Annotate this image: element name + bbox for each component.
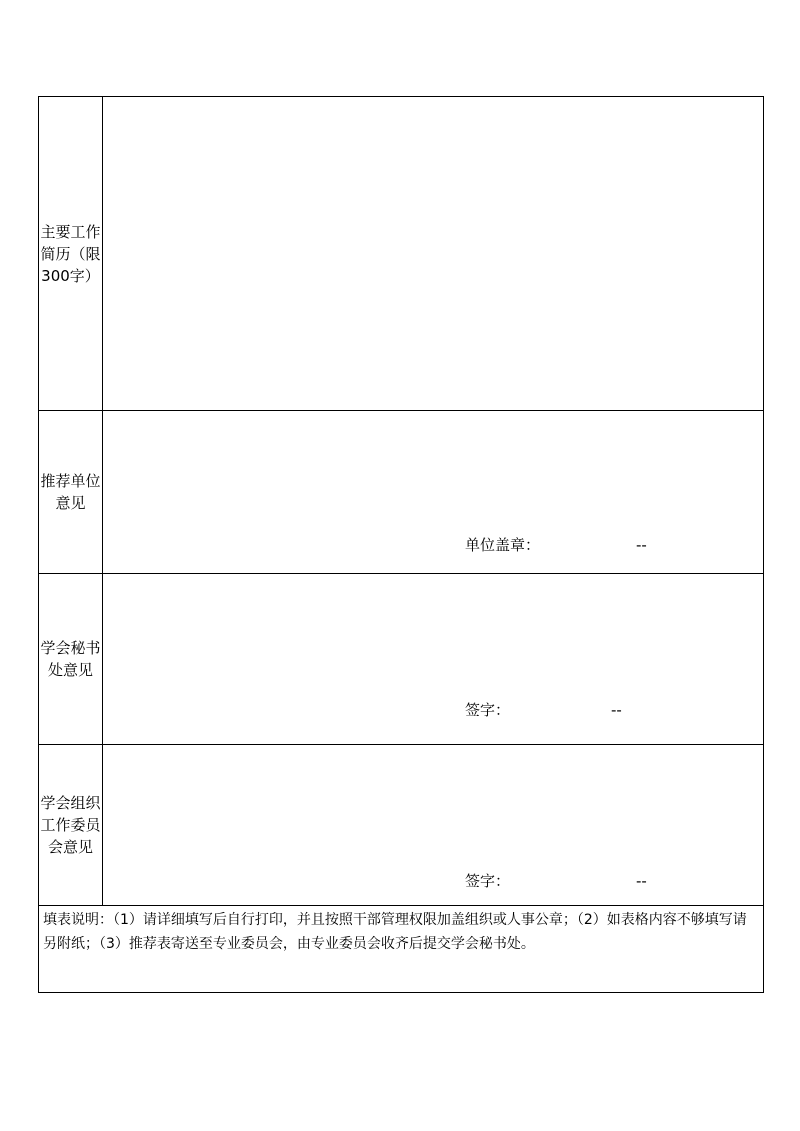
notes-cell	[39, 906, 764, 993]
form-instructions: 填表说明：（1）请详细填写后自行打印，并且按照干部管理权限加盖组织或人事公章；（2）如表格内容不够填写请另附纸；（3）推荐表寄送至专业委员会，由专业委员会收齐后提交学会秘书处。	[43, 912, 747, 952]
org-committee-signature-dash: --	[636, 872, 647, 890]
org-committee-label-cell	[39, 745, 103, 906]
secretariat-label: 学会秘书处意见	[40, 639, 101, 679]
work-history-row	[39, 97, 764, 411]
unit-seal-dash: --	[636, 536, 647, 554]
work-history-label-cell	[39, 97, 103, 411]
application-form-table	[38, 96, 764, 993]
recommend-unit-row	[39, 411, 764, 574]
secretariat-signature-dash: --	[611, 701, 622, 719]
secretariat-label-cell	[39, 574, 103, 745]
work-history-label: 主要工作简历（限300字）	[40, 222, 101, 285]
unit-seal-label: 单位盖章：	[465, 536, 541, 554]
recommend-unit-field[interactable]	[103, 411, 764, 574]
org-committee-row	[39, 745, 764, 906]
recommend-unit-label: 推荐单位意见	[40, 472, 101, 512]
work-history-field[interactable]	[103, 97, 764, 411]
secretariat-field[interactable]	[103, 574, 764, 745]
secretariat-signature-label: 签字：	[465, 701, 511, 719]
notes-row	[39, 906, 764, 993]
recommend-unit-label-cell	[39, 411, 103, 574]
secretariat-row	[39, 574, 764, 745]
org-committee-label: 学会组织工作委员会意见	[40, 794, 101, 856]
org-committee-field[interactable]	[103, 745, 764, 906]
org-committee-signature-label: 签字：	[465, 872, 511, 890]
